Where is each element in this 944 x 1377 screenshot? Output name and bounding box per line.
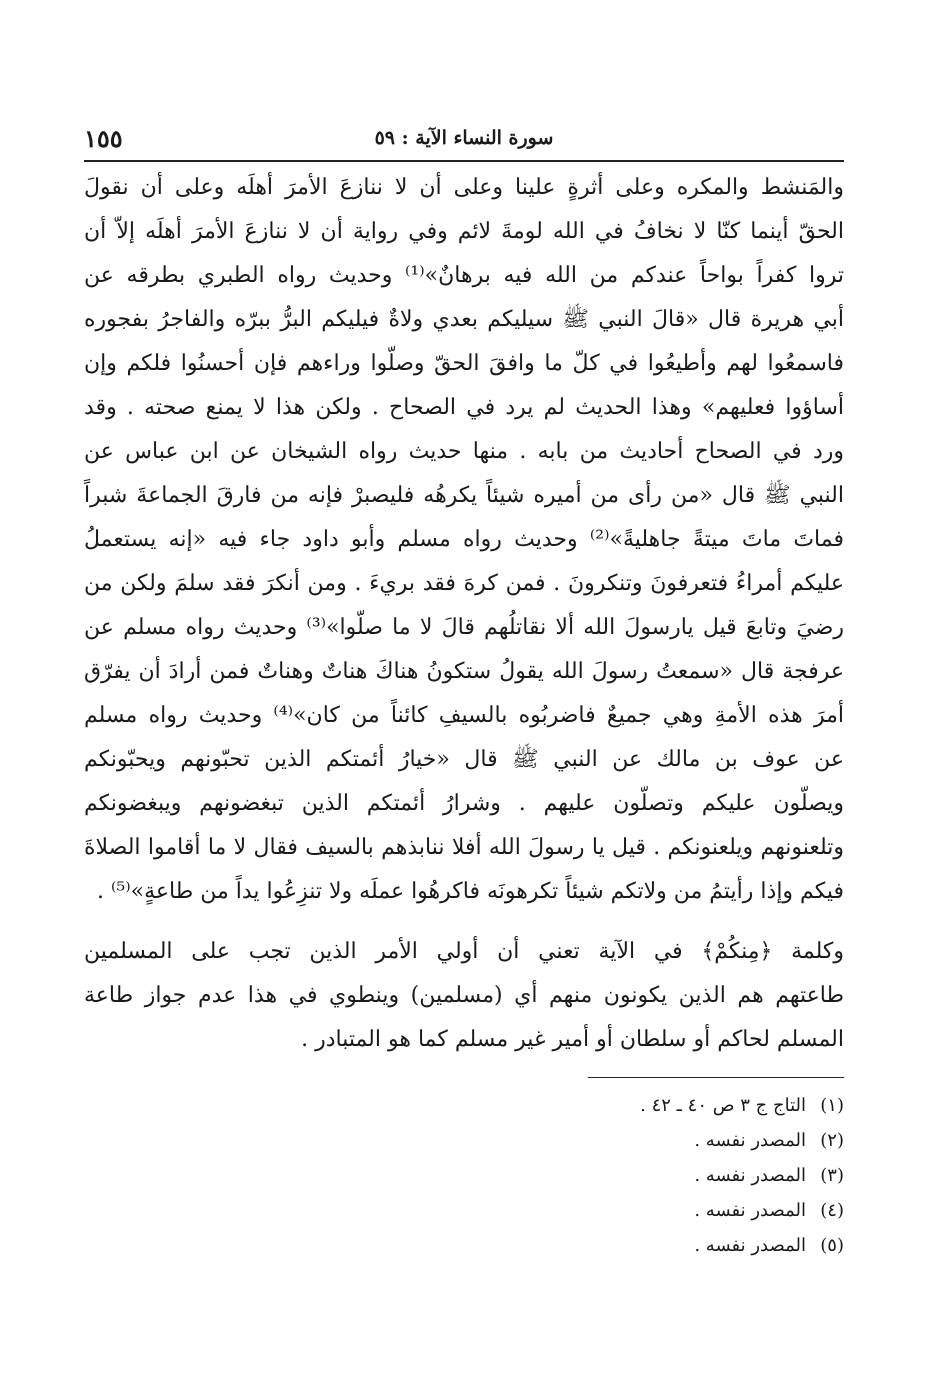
footnote-number: (٢) <box>820 1130 844 1151</box>
page-number: ١٥٥ <box>84 124 123 153</box>
text-line: ورد في الصحاح أحاديث من بابه . منها حديث رواه الشيخان عن ابن عباس عن <box>84 439 844 464</box>
text-line: تروا كفراً بواحاً عندكم من الله فيه برهانٌ»⁽¹⁾ وحديث رواه الطبري بطرقه عن <box>84 263 844 288</box>
footnote-number: (١) <box>820 1095 844 1116</box>
footnote-number: (٣) <box>820 1165 844 1186</box>
text-line: طاعتهم هم الذين يكونون منهم أي (مسلمين) وينطوي في هذا عدم جواز طاعة <box>84 983 844 1008</box>
text-line: أساؤوا فعليهم» وهذا الحديث لم يرد في الصحاح . ولكن هذا لا يمنع صحته . وقد <box>84 395 844 420</box>
footnote-item <box>84 1158 844 1193</box>
text-line: والمَنشط والمكره وعلى أثرةٍ علينا وعلى أن لا ننازعَ الأمرَ أهلَه وعلى أن نقولَ <box>84 175 844 200</box>
text-line: ويصلّون عليكم وتصلّون عليهم . وشرارُ أئمتكم الذين تبغضونهم ويبغضونكم <box>84 791 844 816</box>
footnote-item <box>84 1228 844 1263</box>
header-rule <box>84 160 844 162</box>
footnote-item <box>84 1123 844 1158</box>
text-line: الحقّ أينما كنّا لا نخافُ في الله لومةَ لائم وفي رواية أن لا ننازعَ الأمرَ أهلَه إلاّ أن <box>84 219 844 244</box>
page-header <box>84 118 844 158</box>
text-line: فيكم وإذا رأيتمُ من ولاتكم شيئاً تكرهونَه فاكرهُوا عملَه ولا تنزِعُوا يداً من طاعةٍ»⁽⁵⁾ . <box>96 879 844 904</box>
text-line: فماتَ ماتَ ميتةً جاهليةً»⁽²⁾ وحديث رواه مسلم وأبو داود جاء فيه «إنه يستعملُ <box>84 527 844 552</box>
paragraph-1 <box>84 166 844 914</box>
text-line: عن عوف بن مالك عن النبي ﷺ قال «خيارُ أئمتكم الذين تحبّونهم ويحبّونكم <box>84 747 844 772</box>
footnote-number: (٤) <box>820 1200 844 1221</box>
text-line: وتلعنونهم ويلعنونكم . قيل يا رسولَ الله أفلا ننابذهم بالسيف فقال لا ما أقاموا الصلاةَ <box>84 835 844 860</box>
footnote-text: المصدر نفسه . <box>694 1130 806 1151</box>
footnote-item <box>84 1088 844 1123</box>
paragraph-2 <box>84 930 844 1062</box>
footnote-text: التاج ج ٣ ص ٤٠ ـ ٤٢ . <box>640 1095 806 1116</box>
footnote-number: (٥) <box>820 1235 844 1256</box>
text-line: المسلم لحاكم أو سلطان أو أمير غير مسلم كما هو المتبادر . <box>301 1027 844 1052</box>
footnotes <box>84 1088 844 1263</box>
text-line: وكلمة ﴿مِنكُمْ﴾ في الآية تعني أن أولي الأمر الذين تجب على المسلمين <box>84 939 844 964</box>
text-line: عرفجة قال «سمعتُ رسولَ الله يقولُ ستكونُ هناكَ هناتٌ وهناتٌ فمن أرادَ أن يفرّق <box>84 659 844 684</box>
text-line: رضيَ وتابعَ قيل يارسولَ الله ألا نقاتلُهم قالَ لا ما صلّوا»⁽³⁾ وحديث رواه مسلم عن <box>84 615 844 640</box>
footnote-text: المصدر نفسه . <box>694 1235 806 1256</box>
text-line: عليكم أمراءُ فتعرفونَ وتنكرونَ . فمن كرهَ فقد بريءَ . ومن أنكرَ فقد سلمَ ولكن من <box>84 571 844 596</box>
footnote-text: المصدر نفسه . <box>694 1200 806 1221</box>
running-title: سورة النساء الآية : ٥٩ <box>374 127 554 149</box>
footnote-text: المصدر نفسه . <box>694 1165 806 1186</box>
text-line: أبي هريرة قال «قالَ النبي ﷺ سيليكم بعدي ولاةٌ فيليكم البرُّ ببرّه والفاجرُ بفجوره <box>84 307 844 332</box>
text-line: فاسمعُوا لهم وأطيعُوا في كلّ ما وافقَ الحقّ وصلّوا وراءهم فإن أحسنُوا فلكم وإن <box>84 351 844 376</box>
text-line: أمرَ هذه الأمةِ وهي جميعٌ فاضربُوه بالسيفِ كائناً من كان»⁽⁴⁾ وحديث رواه مسلم <box>84 703 844 728</box>
text-line: النبي ﷺ قال «من رأى من أميره شيئاً يكرهُه فليصبرْ فإنه من فارقَ الجماعةَ شبراً <box>84 483 844 508</box>
footnote-item <box>84 1193 844 1228</box>
footnote-rule <box>588 1077 844 1078</box>
